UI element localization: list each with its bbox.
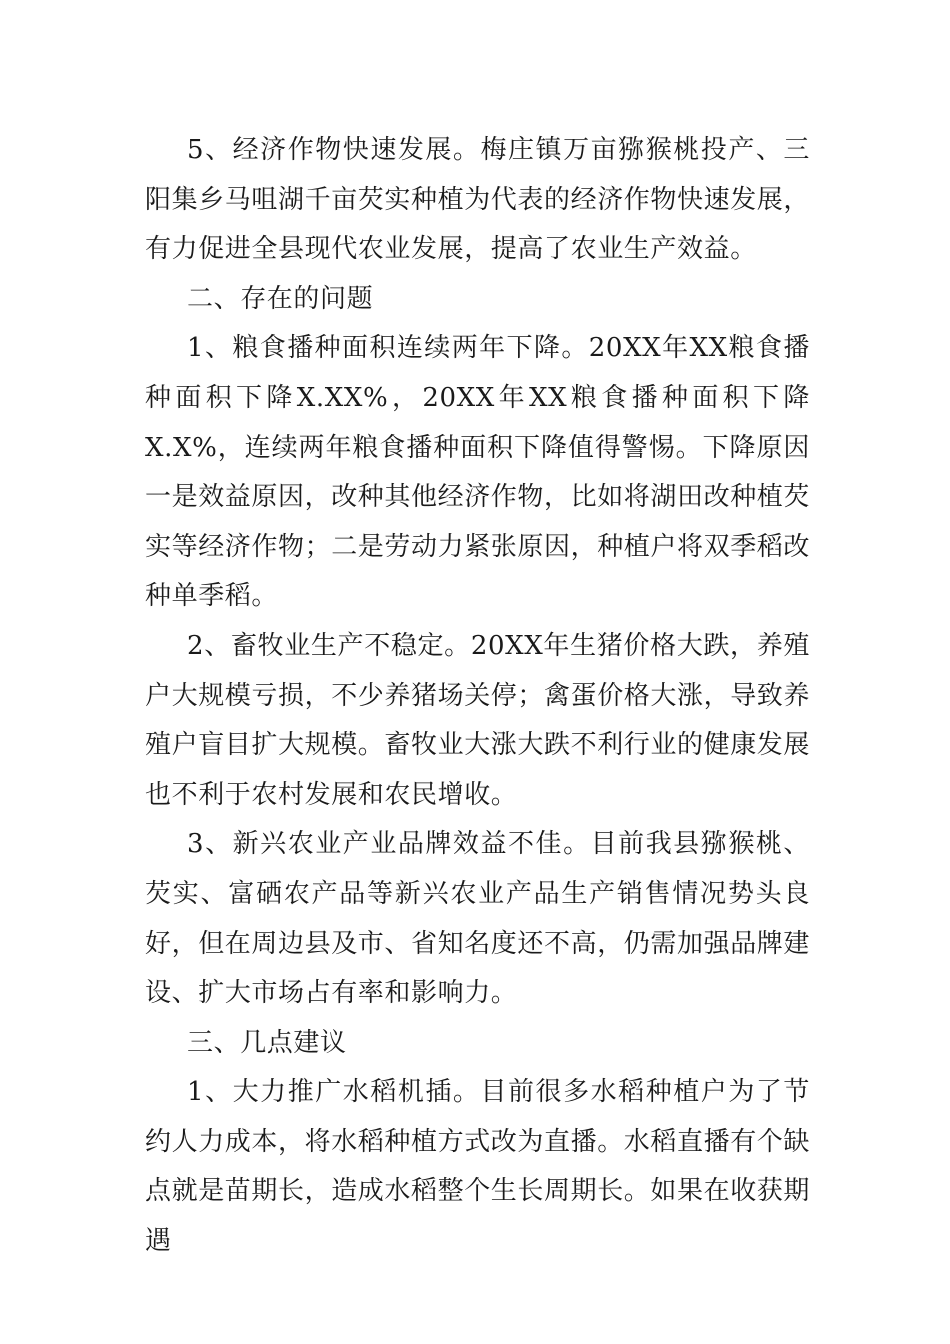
- paragraph-grain-area-decline: 1、粮食播种面积连续两年下降。20XX年XX粮食播种面积下降X.XX%，20XX年XX粮食播种面积下降X.X%，连续两年粮食播种面积下降值得警惕。下降原因一是效益原因，改种其他经济作物，比如将湖田改种植芡实等经济作物；二是劳动力紧张原因，种植户将双季稻改种单季稻。: [145, 333, 811, 612]
- paragraph-brand-benefit: 3、新兴农业产业品牌效益不佳。目前我县猕猴桃、芡实、富硒农产品等新兴农业产品生产销售情况势头良好，但在周边县及市、省知名度还不高，仍需加强品牌建设、扩大市场占有率和影响力。: [145, 829, 811, 1009]
- paragraph-rice-transplanting: 1、大力推广水稻机插。目前很多水稻种植户为了节约人力成本，将水稻种植方式改为直播。水稻直播有个缺点就是苗期长，造成水稻整个生长周期长。如果在收获期遇: [145, 1077, 811, 1257]
- section-heading-suggestions: 三、几点建议: [187, 1027, 347, 1058]
- section-heading-problems: 二、存在的问题: [187, 283, 374, 314]
- paragraph-livestock-instability: 2、畜牧业生产不稳定。20XX年生猪价格大跌，养殖户大规模亏损，不少养猪场关停；禽蛋价格大涨，导致养殖户盲目扩大规模。畜牧业大涨大跌不利行业的健康发展也不利于农村发展和农民增收。: [145, 630, 811, 810]
- paragraph-economic-crops: 5、经济作物快速发展。梅庄镇万亩猕猴桃投产、三阳集乡马咀湖千亩芡实种植为代表的经济作物快速发展，有力促进全县现代农业发展，提高了农业生产效益。: [145, 135, 811, 265]
- document-body: [145, 126, 810, 1267]
